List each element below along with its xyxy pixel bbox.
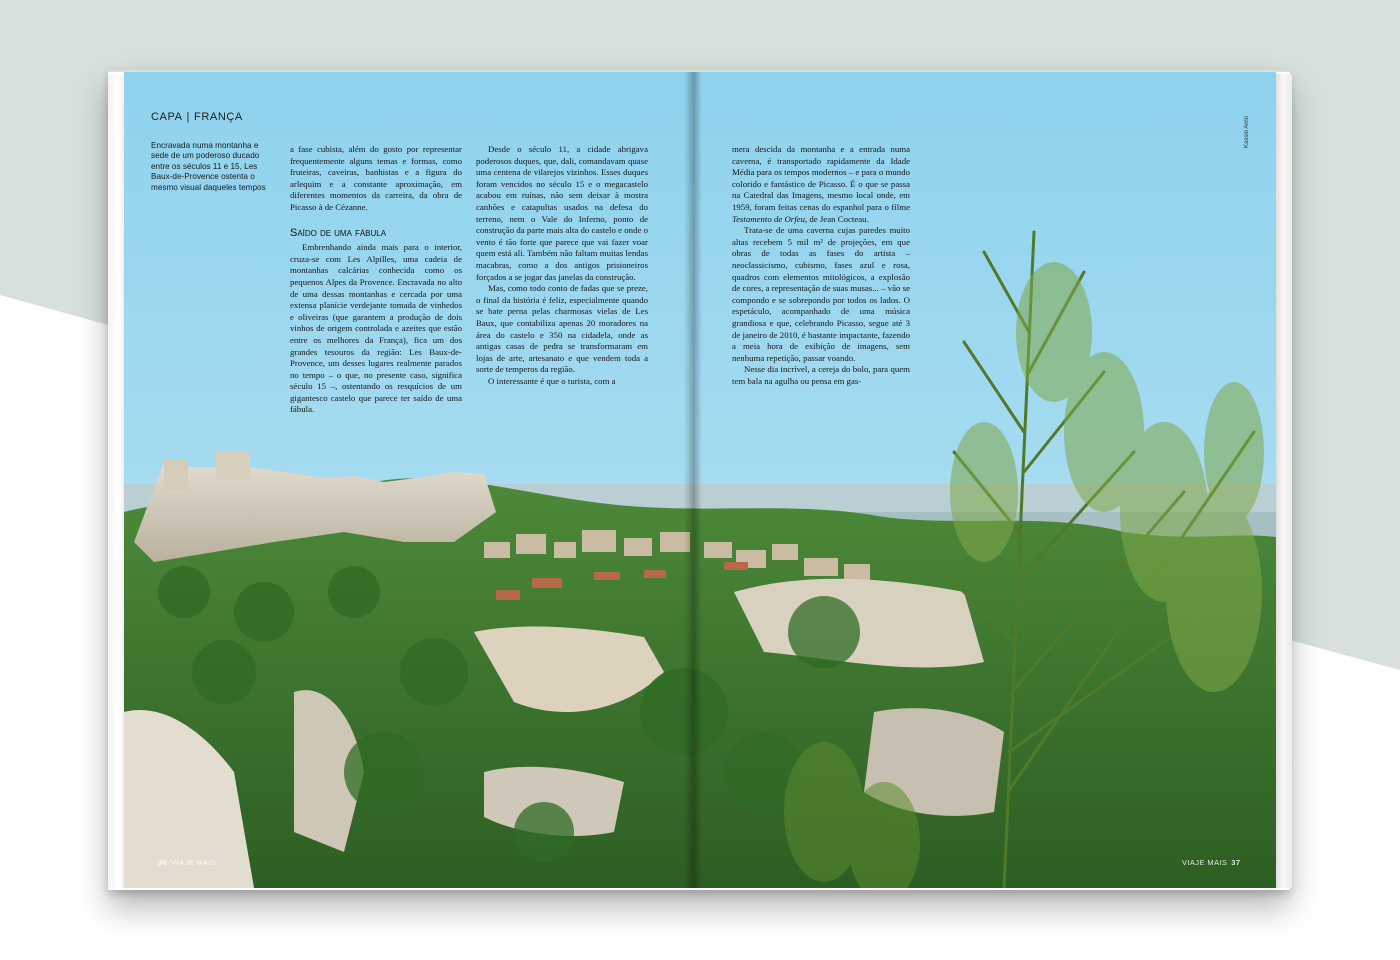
right-page-edge [1274,74,1292,888]
article-column-1 [290,144,462,416]
photo-credit: Kassio Arrio [1244,115,1250,148]
article-paragraph: Mas, como todo conto de fadas que se preze, o final da história é feliz, especialmente quando se bate perna pelas charmosas vielas de Les Baux, que contabiliza apenas 20 moradores na área do castelo e 350 na cidadela, onde as antigas casas de pedra se transformaram em lojas de arte, artesanato e que vendem toda a sorte de temperos da região. [476,283,648,375]
spread-photo-area [124,72,1276,888]
folio-right [1182,858,1244,867]
page-number: 37 [1231,858,1241,867]
article-paragraph [732,144,910,225]
article-paragraph: a fase cubista, além do gosto por representar frequentemente alguns temas e formas, como fruteiras, caveiras, banhistas e a figura do arlequim e a constante aproximação, em diferentes momentos da carreira, da obra de Picasso à de Cézanne. [290,144,462,212]
magazine-name: VIAJE MAIS [171,858,217,867]
article-paragraph: O interessante é que o turista, com a [488,375,616,386]
photo-caption: Encravada numa montanha e sede de um poderoso ducado entre os séculos 11 e 15, Les Baux-de-Provence ostenta o mesmo visual daqueles tempos [151,141,266,192]
film-title: Testamento de Orfeu [732,213,805,224]
folio-left [154,858,216,867]
article-column-2 [476,144,648,387]
section-tag [151,111,243,123]
article-paragraph: Desde o século 11, a cidade abrigava poderosos duques, que, dali, comandavam quase uma centena de vilarejos vizinhos. Esses duques foram vencidos no século 15 e o megacastelo acabou em ruínas, não sem deixar à mostra canhões e catapultas usados na defesa do terreno, nem o Vale do Inferno, ponto de construção da parte mais alta do castelo e onde o vento é tão forte que parece que vai fazer voar quem está ali. Também não faltam muitas lendas macabras, como a dos antigos prisioneiros forçados a se jogar das janelas da construção. [476,144,648,282]
article-text: , de Jean Cocteau. [804,213,869,224]
article-paragraph: Embrenhando ainda mais para o interior, cruza-se com Les Alpilles, uma cadeia de montanhas calcárias conhecida como os pequenos Alpes da Provence. Encravada no alto de uma dessas montanhas e cercada por uma extensa planície verdejante tomada de vinhedos e oliveiras (que garantem a produção de dois vinhos de origem controlada e azeites que estão entre os melhores da França), fica um dos grandes tesouros da região: Les Baux-de-Provence, um desses lugares realmente parados no tempo – o que, no presente caso, significa século 15 –, ostentando os resquícios de um gigantesco castelo que parece ter saído de uma fábula. [290,242,462,415]
article-paragraph: Nesse dia incrível, a cereja do bolo, para quem tem bala na agulha ou pensa em gas- [732,364,910,386]
article-paragraph: Trata-se de uma caverna cujas paredes muito altas recebem 5 mil m² de projeções, em que obras de todas as fases do artista – neoclassicismo, cubismo, fases azul e rosa, quadros com elementos mitológicos, a explosão de cores, a representação de suas musas... – vão se compondo e se sobrepondo por todos os lados. O espetáculo, acompanhado de uma música grandiosa e que, celebrando Picasso, segue até 3 de janeiro de 2010, é bastante impactante, fazendo a meia hora de exibição de imagens, sem nenhuma repetição, passar voando. [732,225,910,363]
magazine-name: VIAJE MAIS [1182,858,1228,867]
section-separator: | [186,111,191,123]
spine-gutter [684,72,702,888]
page-number: 36 [158,858,168,867]
article-subheading: Saído de uma fábula [290,226,387,239]
article-text: mera descida da montanha e a entrada numa caverna, é transportado rapidamente da Idade Média para os tempos modernos – e para o mundo colorido e fantástico de Picasso. É o que se passa na Catedral das Imagens, mesmo local onde, em 1959, foram feitas cenas do espanhol para o filme [732,144,910,212]
section-label: CAPA [151,111,183,123]
article-column-3 [732,144,910,387]
section-country: FRANÇA [194,111,243,123]
